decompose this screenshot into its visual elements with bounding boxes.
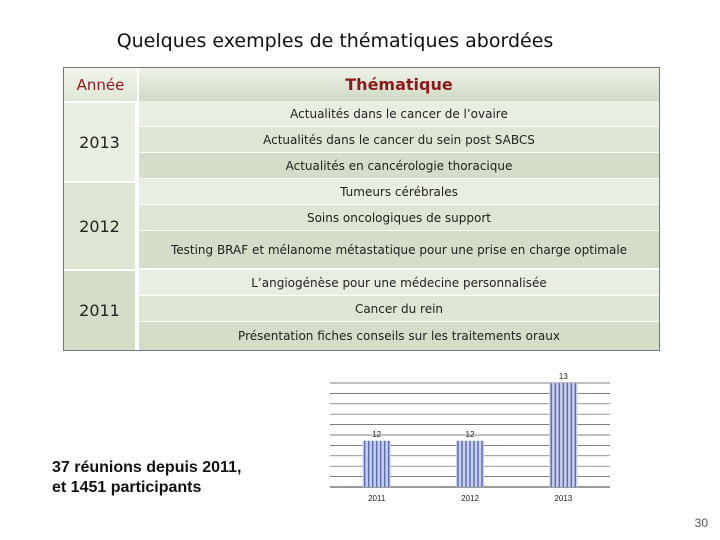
x-tick-label-2013: 2013 (554, 494, 573, 503)
data-label-2011: 12 (372, 429, 382, 439)
year-column-header: Année (64, 68, 139, 103)
theme-column-header: Thématique (139, 68, 659, 103)
summary-text (52, 458, 292, 498)
theme-cell: Actualités dans le cancer de l’ovaire (139, 101, 659, 127)
year-cell-2011: 2011 (64, 271, 137, 350)
theme-cell: Présentation fiches conseils sur les traitements oraux (139, 322, 659, 350)
theme-cell: Actualités dans le cancer du sein post SABCS (139, 127, 659, 153)
theme-cell: L’angiogénèse pour une médecine personnalisée (139, 270, 659, 296)
x-tick-label-2012: 2012 (461, 494, 479, 503)
theme-cell: Cancer du rein (139, 296, 659, 322)
year-cell-2012: 2012 (64, 183, 137, 271)
theme-cell: Soins oncologiques de support (139, 205, 659, 231)
summary-line-1: 37 réunions depuis 2011, (52, 459, 242, 476)
data-label-2013: 13 (558, 372, 568, 381)
data-label-2012: 12 (465, 429, 475, 439)
theme-cell: Tumeurs cérébrales (139, 179, 659, 205)
theme-cell: Testing BRAF et mélanome métastatique pour une prise en charge optimale (139, 231, 659, 269)
page-number: 30 (694, 516, 708, 530)
year-cell-2013: 2013 (64, 103, 137, 183)
page-title: Quelques exemples de thématiques abordées (116, 30, 554, 52)
x-tick-label-2011: 2011 (368, 494, 386, 503)
theme-cell: Actualités en cancérologie thoracique (139, 153, 659, 179)
summary-line-2: et 1451 participants (52, 479, 202, 496)
